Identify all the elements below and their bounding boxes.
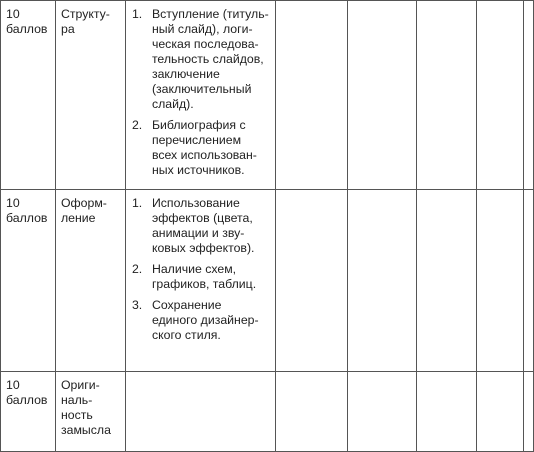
- points-text: 10 баллов: [6, 7, 48, 36]
- points-text: 10 баллов: [6, 196, 48, 225]
- empty-cell: [523, 372, 533, 452]
- points-cell: [1, 372, 56, 452]
- requirements-cell: [125, 1, 275, 190]
- requirements-list: [132, 7, 271, 178]
- item-text: Библиография с перечислением всех использован- ных источников.: [151, 118, 257, 177]
- empty-cell: [347, 190, 417, 372]
- list-item: [132, 196, 271, 256]
- empty-cell: [417, 372, 477, 452]
- item-text: Вступление (титуль- ный слайд), логи- ческая последова- тельность слайдов, заключение (заключительный слайд).: [151, 7, 269, 111]
- item-number: 1.: [131, 196, 143, 210]
- points-cell: [1, 1, 56, 190]
- requirements-list: [132, 196, 271, 343]
- empty-cell: [477, 1, 524, 190]
- list-item: [132, 298, 271, 343]
- criterion-text: Оформ- ление: [60, 196, 107, 225]
- empty-cell: [477, 190, 524, 372]
- points-cell: [1, 190, 56, 372]
- empty-cell: [347, 372, 417, 452]
- points-text: 10 баллов: [6, 378, 48, 407]
- criterion-text: Структу- ра: [60, 7, 110, 36]
- criterion-text: Ориги- наль- ность замысла: [60, 378, 111, 437]
- empty-cell: [275, 372, 347, 452]
- list-item: [132, 262, 271, 292]
- empty-cell: [417, 1, 477, 190]
- table-row-structure: [1, 1, 534, 190]
- criterion-cell: [55, 1, 125, 190]
- list-item: [132, 118, 271, 178]
- empty-cell: [523, 190, 533, 372]
- empty-cell: [275, 190, 347, 372]
- list-item: [132, 7, 271, 112]
- requirements-cell: [125, 372, 275, 452]
- empty-cell: [347, 1, 417, 190]
- empty-cell: [417, 190, 477, 372]
- criterion-cell: [55, 190, 125, 372]
- item-text: Сохранение единого дизайнер- ского стиля.: [151, 298, 259, 342]
- empty-cell: [477, 372, 524, 452]
- requirements-cell: [125, 190, 275, 372]
- item-number: 2.: [131, 118, 143, 132]
- item-text: Использование эффектов (цвета, анимации и зву- ковых эффектов).: [151, 196, 255, 255]
- empty-cell: [523, 1, 533, 190]
- item-number: 1.: [131, 7, 143, 21]
- empty-cell: [275, 1, 347, 190]
- table-row-design: [1, 190, 534, 372]
- item-number: 3.: [131, 298, 143, 312]
- table-row-originality: [1, 372, 534, 452]
- criterion-cell: [55, 372, 125, 452]
- item-text: Наличие схем, графиков, таблиц.: [151, 262, 257, 291]
- item-number: 2.: [131, 262, 143, 276]
